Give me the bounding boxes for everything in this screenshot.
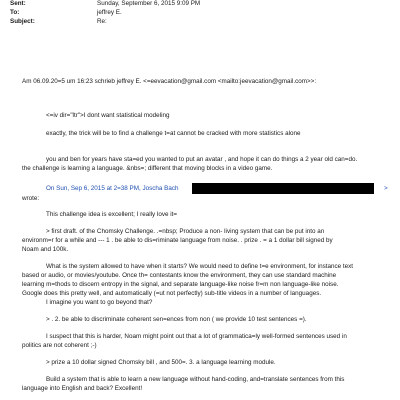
- reply-attribution: On Sun, Sep 6, 2015 at 2=38 PM, Joscha Bach: [46, 185, 179, 192]
- to-value: jeffrey E.: [97, 9, 122, 16]
- body-line: > first draft. of the Chomsky Challenge. .=nbsp; Produce a non- living system that can be put into an: [46, 228, 325, 235]
- body-line: Build a system that is able to learn a new language without hand-coding, and=translate sentences from this: [46, 376, 345, 383]
- body-line: Google does this pretty well, and automatically (=ut not perfectly) sub-title videos in a number of languages.: [22, 290, 322, 297]
- body-line: This challenge idea is excellent; I really love it=: [46, 211, 178, 218]
- body-line: language into English and back? Excellent!: [22, 385, 143, 392]
- sent-value: Sunday, September 6, 2015 9:09 PM: [97, 0, 201, 7]
- quote-header-line: Am 06.09.20=5 um 16:23 schrieb jeffrey E. <=eevacation@gmail.com <mailto:jeevacation@gmail.com>>:: [22, 78, 317, 85]
- reply-wrote: wrote:: [22, 195, 40, 202]
- body-line: <=iv dir="ltr">I dont want statistical modeling: [46, 112, 170, 119]
- body-line: environm=r for a while and --- 1 . be able to dis=riminate language from noise. . prize . = a 1 dollar bill signed by: [22, 237, 333, 244]
- sent-label: Sent:: [10, 0, 26, 7]
- body-line: based or audio, or movies/youtube. Once th= contestants know the environment, they can use standard machine: [22, 272, 337, 279]
- subject-value: Re:: [97, 18, 107, 25]
- body-line: learning m=thods to discern entropy in the signal, and separate language-like noise fr=m non language-like noise.: [22, 281, 339, 288]
- body-line: I suspect that this is harder, Noam might point out that a lot of grammatica=ly well-formed sentences used in: [46, 333, 347, 340]
- subject-label: Subject:: [10, 18, 35, 25]
- body-line: > . 2. be able to discriminate coherent sen=ences from non ( we provide 10 test sentences =).: [46, 316, 307, 323]
- body-line: > prize a 10 dollar signed Chomsky bill , and 500=. 3. a language learning module.: [46, 359, 276, 366]
- body-line: What is the system allowed to have when it starts? We would need to define t=e environment, for instance text: [46, 263, 354, 270]
- body-line: you and ben for years have sta=ed you wanted to put an avatar , and hope it can do things a 2 year old can=do.: [46, 156, 358, 163]
- body-line: the challenge is learning a language. &nbs=; different that moving blocks in a video game.: [22, 165, 273, 172]
- redaction-box: [192, 183, 374, 194]
- reply-attribution-end: >: [384, 185, 388, 192]
- body-line: exactly, the trick will be to find a challenge t=at cannot be cracked with more statistics alone: [46, 130, 301, 137]
- body-line: politics are not coherent ;-): [22, 342, 97, 349]
- body-line: I imagine you want to go beyond that?: [46, 299, 153, 306]
- body-line: Noam and 100k.: [22, 246, 69, 253]
- to-label: To:: [10, 9, 20, 16]
